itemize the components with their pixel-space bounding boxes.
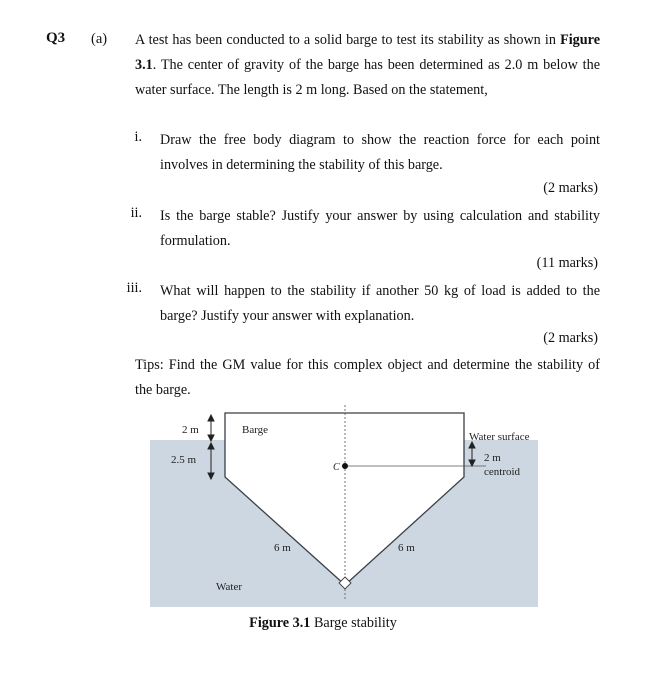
subquestion-3-marks: (2 marks) xyxy=(543,330,598,346)
subquestion-2-marks: (11 marks) xyxy=(536,255,598,271)
label-centroid-dim: 2 m xyxy=(484,452,501,464)
barge-diagram xyxy=(150,405,540,610)
subquestion-2-numeral: ii. xyxy=(130,205,142,221)
question-number: Q3 xyxy=(46,30,66,46)
subquestion-1-numeral: i. xyxy=(134,129,142,145)
label-right-side: 6 m xyxy=(398,542,415,554)
question-intro xyxy=(135,28,600,103)
centroid-point xyxy=(342,463,348,469)
label-water-surface: Water surface xyxy=(469,431,530,443)
subquestion-1-marks: (2 marks) xyxy=(543,180,598,196)
subquestion-1-text: Draw the free body diagram to show the reaction force for each point involves in determining the stability of this barge. xyxy=(160,132,600,173)
label-left-side: 6 m xyxy=(274,542,291,554)
caption-text: Barge stability xyxy=(310,615,397,631)
label-centroid: centroid xyxy=(484,466,521,478)
intro-pre: A test has been conducted to a solid barge to test its stability as shown in xyxy=(135,32,561,48)
label-top-dim: 2 m xyxy=(182,424,199,436)
intro-post: . The center of gravity of the barge has been determined as 2.0 m below the water surface. The length is 2 m long. Based on the statement, xyxy=(135,57,600,98)
top-dimension-arrow xyxy=(208,415,214,441)
figure-caption xyxy=(0,615,646,632)
label-lower-dim: 2.5 m xyxy=(171,454,197,466)
subquestion-2-text: Is the barge stable? Justify your answer by using calculation and stability formulation. xyxy=(160,208,600,249)
subquestion-3-text: What will happen to the stability if another 50 kg of load is added to the barge? Justify your answer with explanation. xyxy=(160,283,600,324)
label-water: Water xyxy=(216,581,242,593)
tips-text: Tips: Find the GM value for this complex object and determine the stability of the barge. xyxy=(135,357,600,398)
caption-label: Figure 3.1 xyxy=(249,615,311,631)
subquestion-3-numeral: iii. xyxy=(126,280,142,296)
label-c-point: C xyxy=(333,462,340,473)
question-part: (a) xyxy=(91,31,108,47)
label-barge: Barge xyxy=(242,424,269,436)
barge-figure xyxy=(150,405,540,610)
figure-reference: Figure 3.1 xyxy=(135,32,600,73)
